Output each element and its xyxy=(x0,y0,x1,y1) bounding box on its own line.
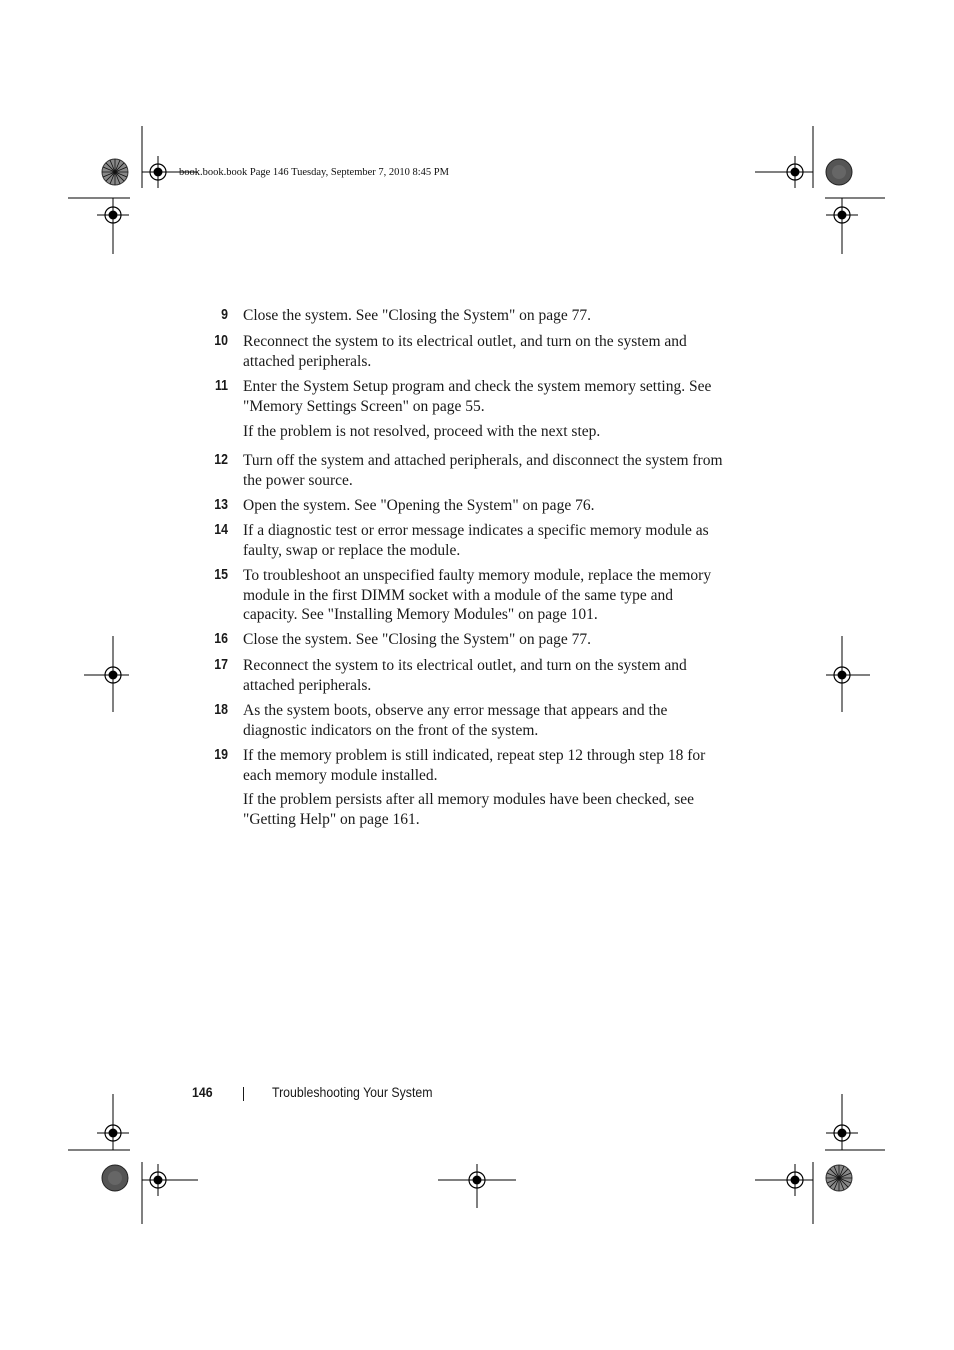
step-number: 18 xyxy=(214,702,228,718)
step-number: 15 xyxy=(214,567,228,583)
page-number: 146 xyxy=(192,1084,213,1100)
step-text: Open the system. See "Opening the System" on page 76. xyxy=(243,497,595,514)
step-text: As the system boots, observe any error message that appears and the diagnostic indicators on the front of the system. xyxy=(243,702,668,739)
print-slug: book.book.book Page 146 Tuesday, September 7, 2010 8:45 PM xyxy=(179,167,449,178)
step-text: Reconnect the system to its electrical outlet, and turn on the system and attached peripherals. xyxy=(243,333,687,370)
step-number: 14 xyxy=(214,522,228,538)
step-text: Turn off the system and attached peripherals, and disconnect the system from the power source. xyxy=(243,452,723,489)
step-note: If the problem is not resolved, proceed with the next step. xyxy=(243,423,601,440)
step-text: Reconnect the system to its electrical outlet, and turn on the system and attached peripherals. xyxy=(243,657,687,694)
step-text: Enter the System Setup program and check the system memory setting. See "Memory Settings Screen" on page 55. xyxy=(243,378,712,415)
step-text: If a diagnostic test or error message indicates a specific memory module as faulty, swap or replace the module. xyxy=(243,522,709,559)
step-text: If the memory problem is still indicated, repeat step 12 through step 18 for each memory module installed. xyxy=(243,747,706,784)
step-text: Close the system. See "Closing the System" on page 77. xyxy=(243,307,592,324)
step-number: 13 xyxy=(214,497,228,513)
step-number: 12 xyxy=(214,452,228,468)
step-number: 16 xyxy=(214,631,228,647)
step-number: 17 xyxy=(214,657,228,673)
step-number: 9 xyxy=(221,307,228,323)
footer-divider xyxy=(243,1087,244,1101)
step-number: 10 xyxy=(214,333,228,349)
step-number: 11 xyxy=(214,378,228,394)
footer-section-title: Troubleshooting Your System xyxy=(272,1084,433,1100)
step-number: 19 xyxy=(214,747,228,763)
step-note: If the problem persists after all memory modules have been checked, see "Getting Help" on page 161. xyxy=(243,791,695,828)
step-text: Close the system. See "Closing the System" on page 77. xyxy=(243,631,592,648)
step-text: To troubleshoot an unspecified faulty memory module, replace the memory module in the first DIMM socket with a module of the same type and capacity. See "Installing Memory Modules" on page 101. xyxy=(243,567,712,623)
